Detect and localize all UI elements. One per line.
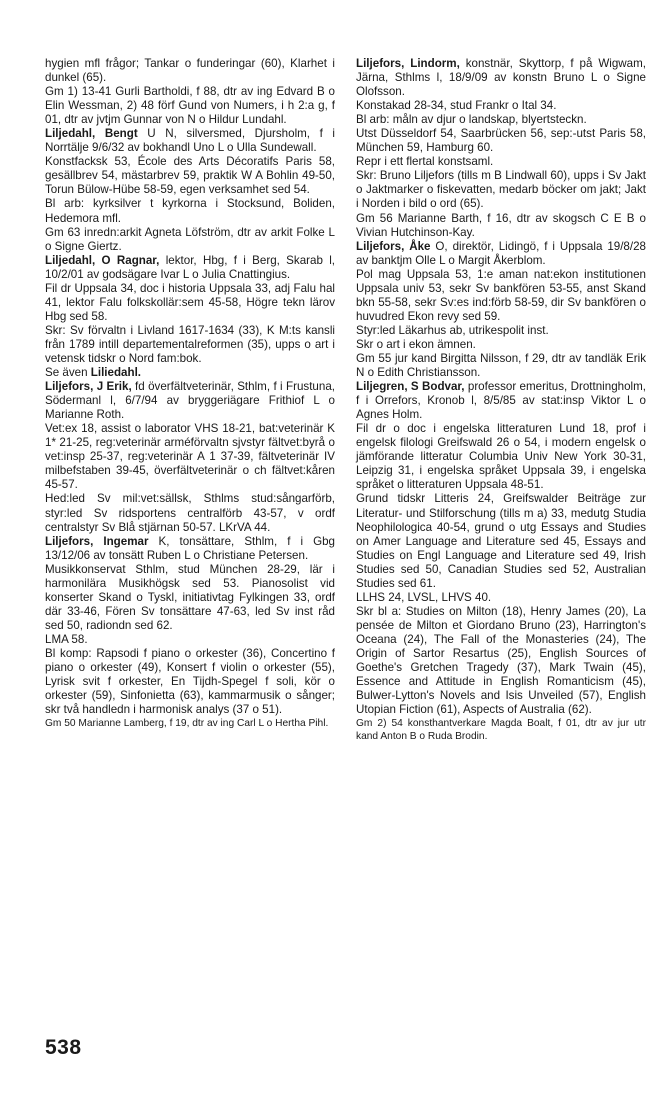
page-number: 538 <box>45 1036 82 1059</box>
entry-liljefors-ingemar <box>45 535 335 731</box>
entry-paragraph: Styr:led Läkarhus ab, utrikespolit inst. <box>356 323 549 337</box>
entry-footnote: Gm 50 Marianne Lamberg, f 19, dtr av ing Carl L o Hertha Pihl. <box>45 718 329 730</box>
right-column <box>356 57 646 743</box>
entry-paragraph: Grund tidskr Litteris 24, Greifswalder Beiträge zur Literatur- und Stilforschung (tills m a) 33, medutg Studia Neophilologica 40-54, grund o utg Essays and Studies on Amer Language and Literature sed 45, Essays and Studies on Engl Language and Literature sed 49, Irish Studies sed 50, Canadian Studies sed 52, Australian Studies sed 61. <box>356 492 646 590</box>
entry-see-also <box>45 366 335 380</box>
entry-intro: lektor, Hbg, f i Berg, Skarab l, 10/2/01 av godsägare Ivar L o Julia Cnattingius. <box>45 253 335 281</box>
entry-liljedahl-ragnar <box>45 254 335 366</box>
entry-paragraph: Hed:led Sv mil:vet:sällsk, Sthlms stud:sångarförb, styr:led Sv ridsportens centralförb 43-57, v ordf centralstyr Sv Blå stjärnan 50-57. LKrVA 44. <box>45 492 335 534</box>
entry-paragraph: Pol mag Uppsala 53, 1:e aman nat:ekon institutionen Uppsala univ 53, sekr Sv bankfören 53-55, anst Skand bkn 55-58, sekr Sv:es ind:förb 58-59, dir Sv bankfören o huvudred Ekon revy sed 59. <box>356 267 646 323</box>
entry-paragraph: LLHS 24, LVSL, LHVS 40. <box>356 590 492 604</box>
entry-paragraph: Bl komp: Rapsodi f piano o orkester (36), Concertino f piano o orkester (49), Konsert f violin o orkester (55), Lyrisk svit f orkester, En Tijdh-Spegel f soli, kör o orkester (59), Sinfonietta (63), kammarmusik o sånger; skr två handledn i harmonisk analys (37 o 51). <box>45 646 335 717</box>
entry-paragraph: Konstfacksk 53, École des Arts Décoratifs Paris 58, gesällbrev 54, mästarbrev 59, praktik W A Bohlin 49-50, Torun Bülow-Hübe 58-59, egen verksamhet sed 54. <box>45 155 335 197</box>
entry-heading: Liljefors, J Erik, <box>45 380 132 394</box>
entry-paragraph: Skr: Bruno Liljefors (tills m B Lindwall 60), upps i Sv Jakt o Jaktmarker o fiskevatten, medarb böcker om jakt; Jakt i Norden i bild o ord (65). <box>356 169 646 211</box>
entry-intro: fd överfältveterinär, Sthlm, f i Frustuna, Södermanl l, 6/7/94 av bryggeriägare Frithiof L o Marianne Roth. <box>45 380 335 422</box>
see-also-reference: Liliedahl. <box>90 366 142 380</box>
entry-paragraph: Bl arb: måln av djur o landskap, blyertsteckn. <box>356 113 587 127</box>
entry-paragraph: Repr i ett flertal konstsaml. <box>356 155 494 169</box>
entry-liljedahl-bengt <box>45 127 335 253</box>
continuation-paragraph: hygien mfl frågor; Tankar o funderingar (60), Klarhet i dunkel (65). <box>45 57 335 85</box>
entry-paragraph: Skr: Sv förvaltn i Livland 1617-1634 (33), K M:ts kansli från 1789 intill departementalreformen (35), upps o art i vetensk tidskr o Nord fam:bok. <box>45 323 335 365</box>
entry-liljefors-ake <box>356 240 646 380</box>
entry-paragraph: Vet:ex 18, assist o laborator VHS 18-21, bat:veterinär K 1* 21-25, reg:veterinär arméförvaltn sjvstyr fältvet:byrå o vet:insp 25-37, reg:veterinär A 1 37-39, fältveterinär IV milbefstaben 39-45, överfältveterinär o ch fältvet:kåren 45-57. <box>45 422 335 492</box>
entry-heading: Liljedahl, O Ragnar, <box>45 253 160 267</box>
see-also-text: Se även <box>45 366 91 380</box>
entry-heading: Liljedahl, Bengt <box>45 127 138 141</box>
entry-paragraph: Bl arb: kyrksilver t kyrkorna i Stocksund, Boliden, Hedemora mfl. <box>45 197 335 225</box>
entry-liljefors-erik <box>45 380 335 535</box>
continuation-paragraph: Gm 1) 13-41 Gurli Bartholdi, f 88, dtr av ing Edvard B o Elin Wessman, 2) 48 förf Gund von Numers, i h 2:a g, f 01, dtr av jvtjm Gunnar von N o Hildur Lundahl. <box>45 85 335 127</box>
entry-paragraph: LMA 58. <box>45 632 88 646</box>
entry-intro: professor emeritus, Drottningholm, f i Orrefors, Kronob l, 8/5/85 av stat:insp Viktor L o Agnes Holm. <box>356 380 646 422</box>
entry-paragraph: Skr o art i ekon ämnen. <box>356 337 476 351</box>
entry-liljegren-bodvar <box>356 380 646 743</box>
entry-liljefors-lindorm <box>356 57 646 240</box>
entry-paragraph: Gm 63 inredn:arkit Agneta Löfström, dtr av arkit Folke L o Signe Giertz. <box>45 225 335 253</box>
entry-heading: Liljegren, S Bodvar, <box>356 380 465 394</box>
entry-paragraph: Skr bl a: Studies on Milton (18), Henry James (20), La pensée de Milton et Giordano Bruno (23), Harrington's Oceana (24), The Fall of the Monasteries (24), The Origin of Sartor Resartus (25), English Sources of Goethe's Gretchen Tragedy (37), Mark Twain (45), Essence and Attitude in English Romanticism (45), Bulwer-Lytton's Novels and Isis Unveiled (57), English Utopian Fiction (61), Aspects of Australia (62). <box>356 604 646 717</box>
left-column <box>45 57 335 730</box>
entry-heading: Liljefors, Ingemar <box>45 534 149 548</box>
entry-heading: Liljefors, Lindorm, <box>356 57 460 70</box>
entry-paragraph: Musikkonservat Sthlm, stud München 28-29, lär i harmonilära Musikhögsk sed 53. Pianosolist vid konserter Skand o Tyskl, initiativtag Fylkingen 33, ordf där 33-46, Fören Sv tonsättare 47-63, led Sv inst råd sed 50, radiondn sed 62. <box>45 562 335 632</box>
entry-intro: K, tonsättare, Sthlm, f i Gbg 13/12/06 av tonsätt Ruben L o Christiane Petersen. <box>45 534 336 562</box>
entry-paragraph: Gm 55 jur kand Birgitta Nilsson, f 29, dtr av tandläk Erik N o Edith Christiansson. <box>356 351 646 380</box>
entry-intro: O, direktör, Lidingö, f i Uppsala 19/8/28 av banktjm Olle L o Margit Åkerblom. <box>356 239 646 267</box>
entry-paragraph: Utst Düsseldorf 54, Saarbrücken 56, sep:-utst Paris 58, München 59, Hamburg 60. <box>356 127 646 155</box>
entry-heading: Liljefors, Åke <box>356 239 431 253</box>
entry-paragraph: Fil dr Uppsala 34, doc i historia Uppsala 33, adj Falu hal 41, lektor Falu folkskollär:sem 45-58, Högre tekn lärov Hbg sed 58. <box>45 281 335 323</box>
entry-paragraph: Gm 56 Marianne Barth, f 16, dtr av skogsch C E B o Vivian Hutchinson-Kay. <box>356 211 646 239</box>
entry-intro: U N, silversmed, Djursholm, f i Norrtälje 9/6/32 av bokhandl Uno L o Ulla Sundewall. <box>45 127 335 155</box>
entry-paragraph: Konstakad 28-34, stud Frankr o Ital 34. <box>356 99 557 113</box>
entry-intro: konstnär, Skyttorp, f på Wigwam, Järna, Sthlms l, 18/9/09 av konstn Bruno L o Signe Olofsson. <box>356 57 646 99</box>
entry-paragraph: Fil dr o doc i engelska litteraturen Lund 18, prof i engelsk filologi Greifswald 26 o 54, i modern engelsk o jämförande litteratur Columbia Univ New York 30-31, Leipzig 31, i engelska språket Uppsala 39, i engelska språket o litteraturen Uppsala 48-51. <box>356 422 646 492</box>
entry-footnote: Gm 2) 54 konsthantverkare Magda Boalt, f 01, dtr av jur utr kand Anton B o Ruda Brodin. <box>356 718 646 743</box>
